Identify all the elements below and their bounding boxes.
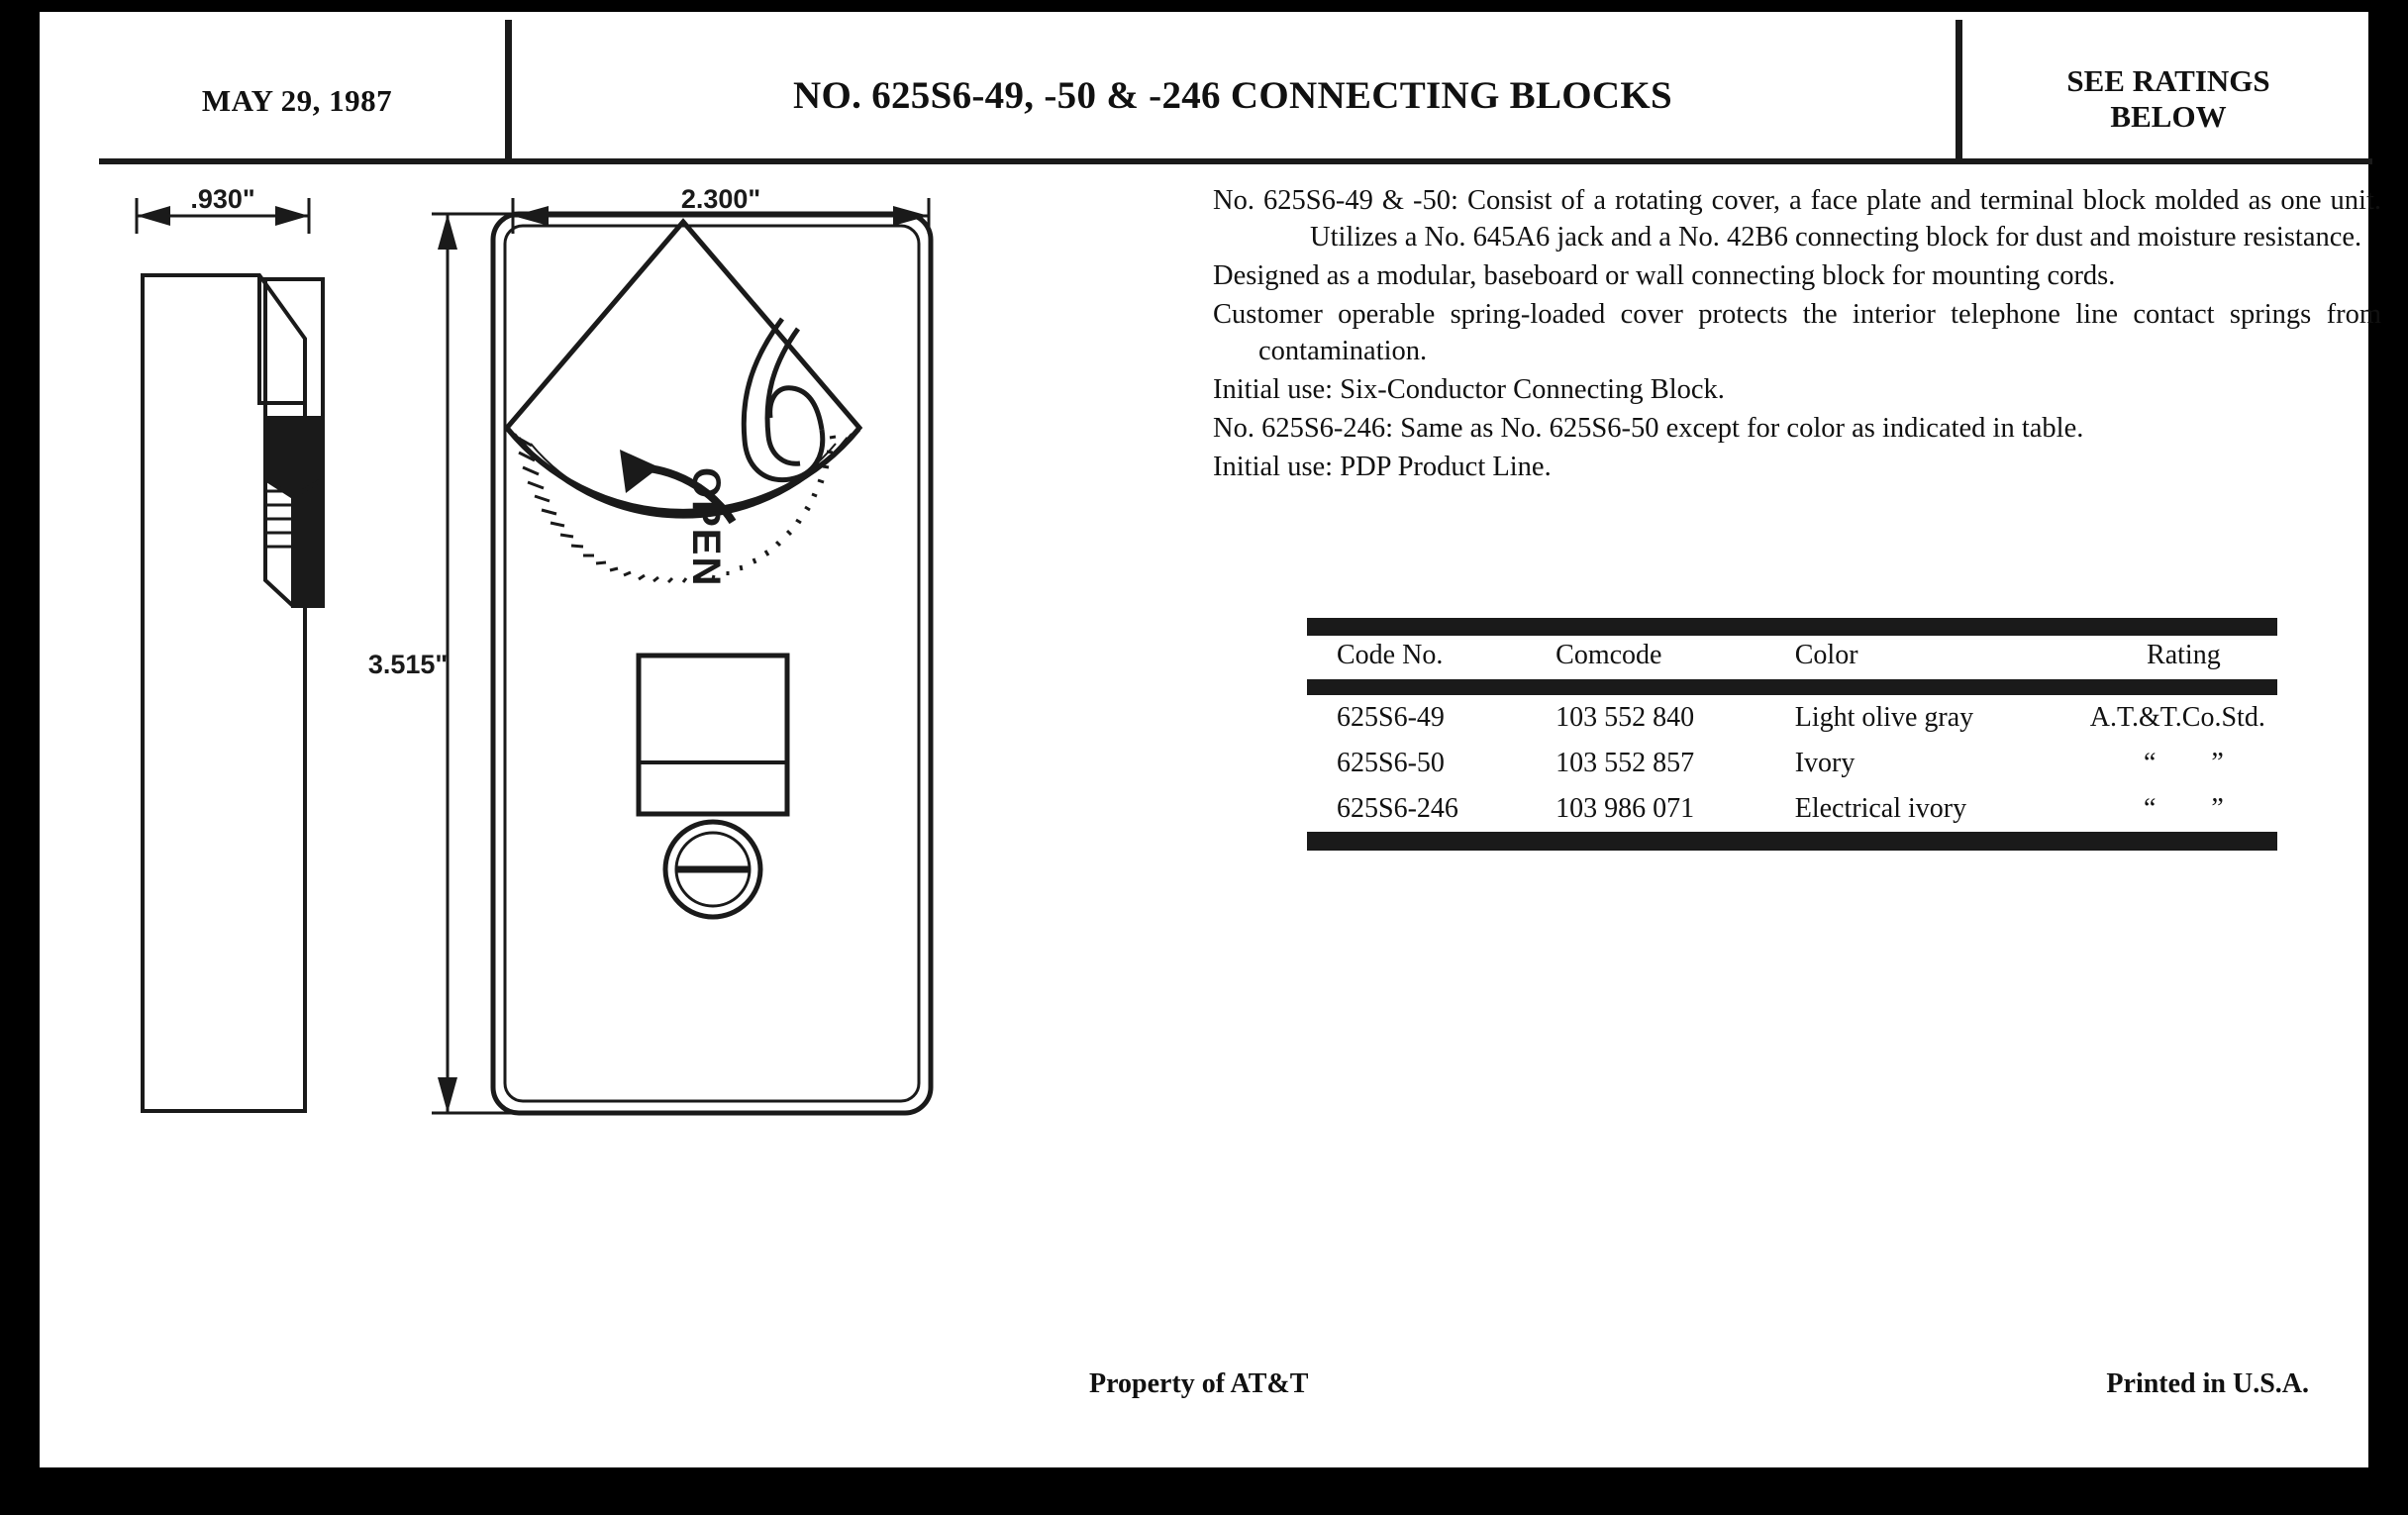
header-date: MAY 29, 1987	[201, 83, 393, 118]
description-paragraph-1	[1213, 182, 2381, 255]
document-page	[40, 12, 2381, 1467]
screw	[665, 822, 760, 917]
page-title: NO. 625S6-49, -50 & -246 CONNECTING BLOCKS	[793, 74, 1672, 117]
footer-printed: Printed in U.S.A.	[2106, 1368, 2309, 1399]
footer-property: Property of AT&T	[1089, 1368, 1309, 1399]
description-p5-body: Same as No. 625S6-50 except for color as indicated in table.	[1393, 413, 2084, 445]
cell-color: Light olive gray	[1794, 702, 1974, 733]
svg-text:OPEN: OPEN	[684, 467, 728, 588]
description-p2: Designed as a modular, baseboard or wall connecting block for mounting cords.	[1213, 260, 2116, 292]
cover-knurling	[515, 434, 852, 582]
description-p1-lead: No. 625S6-49 & -50:	[1213, 185, 1458, 216]
cell-code: 625S6-49	[1337, 702, 1445, 733]
description-p3: Customer operable spring-loaded cover protects the interior telephone line contact springs from contamination.	[1213, 299, 2381, 367]
header-divider-left	[505, 20, 512, 158]
cell-comcode: 103 552 840	[1555, 702, 1695, 733]
cell-color: Electrical ivory	[1794, 793, 1967, 824]
header-rule	[99, 158, 2372, 164]
cell-color: Ivory	[1794, 748, 1856, 778]
table-header-rule	[1307, 679, 2277, 695]
cord-slot	[744, 319, 823, 480]
description-paragraph-5	[1213, 410, 2381, 447]
page-header	[40, 12, 2368, 158]
column-header-code: Code No.	[1337, 640, 1444, 670]
header-divider-right	[1956, 20, 1962, 158]
dim-front-width-label: 2.300"	[680, 184, 761, 214]
description-text	[1213, 182, 2381, 487]
cell-rating: A.T.&T.Co.Std.	[2089, 702, 2265, 733]
description-paragraph-2	[1213, 257, 2381, 294]
front-view-body	[493, 214, 931, 1113]
cell-comcode: 103 986 071	[1555, 793, 1695, 824]
description-paragraph-3	[1213, 296, 2381, 369]
cell-rating: “ ”	[2143, 748, 2224, 778]
dim-height-label: 3.515"	[367, 650, 449, 679]
table-top-rule	[1307, 618, 2277, 636]
code-table-wrapper	[1307, 618, 2277, 851]
description-p1-body: Consist of a rotating cover, a face plate and terminal block molded as one unit. Utilizes a No. 645A6 jack and a No. 42B6 connecting block for dust and moisture resistance.	[1310, 185, 2381, 253]
latch-block	[639, 656, 787, 814]
header-ratings-line2: BELOW	[2110, 98, 2227, 134]
table-bottom-rule	[1307, 832, 2277, 851]
table-header-row	[1307, 636, 2277, 679]
column-header-rating: Rating	[2147, 640, 2221, 670]
description-p6: Initial use: PDP Product Line.	[1213, 452, 1552, 483]
description-p5-lead: No. 625S6-246:	[1213, 413, 1394, 445]
cell-code: 625S6-246	[1337, 793, 1458, 824]
cell-code: 625S6-50	[1337, 748, 1445, 778]
open-label-arrow	[620, 450, 733, 587]
cell-rating: “ ”	[2143, 793, 2224, 824]
column-header-comcode: Comcode	[1555, 640, 1662, 670]
table-row	[1307, 695, 2277, 741]
column-header-color: Color	[1794, 640, 1858, 670]
side-view-profile	[143, 275, 323, 1111]
drawing-svg	[99, 170, 1188, 1240]
description-paragraph-6	[1213, 449, 2381, 485]
description-paragraph-4	[1213, 371, 2381, 408]
header-ratings-line1: SEE RATINGS	[2066, 63, 2270, 98]
dim-side-width-label: .930"	[190, 184, 255, 214]
table-row	[1307, 741, 2277, 786]
header-ratings	[1975, 63, 2361, 135]
product-drawing	[99, 170, 1188, 1240]
code-table	[1307, 618, 2277, 851]
description-p4: Initial use: Six-Conductor Connecting Block.	[1213, 374, 1725, 406]
table-row	[1307, 786, 2277, 832]
cell-comcode: 103 552 857	[1555, 748, 1695, 778]
